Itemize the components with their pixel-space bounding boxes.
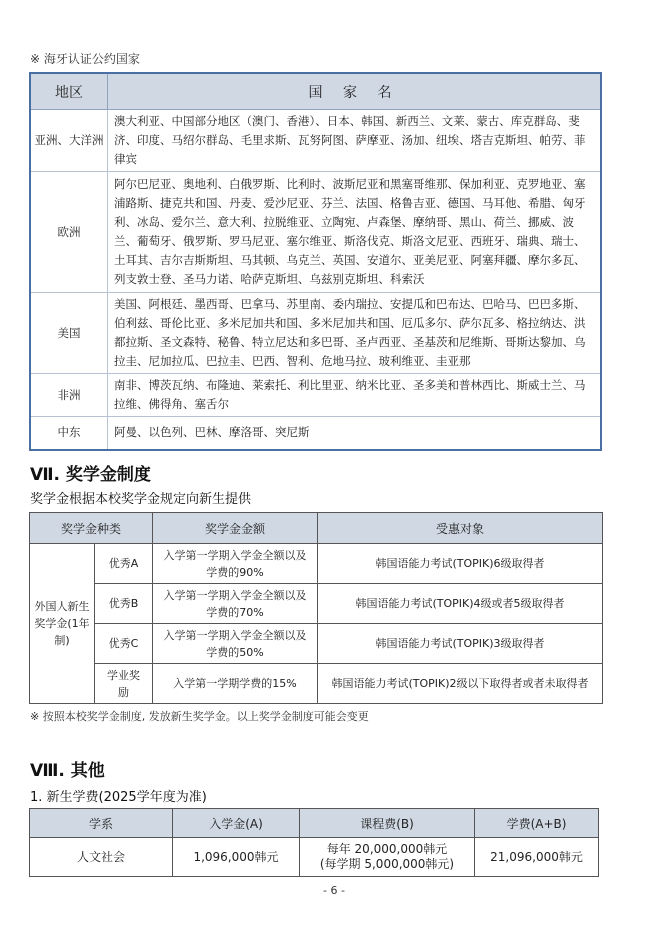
sch-amount-cell: 入学第一学期学费的15% [153,664,318,704]
scholarship-subtitle: 奖学金根据本校奖学金规定向新生提供 [30,492,252,507]
sch-target-cell: 韩国语能力考试(TOPIK)3级取得者 [318,624,603,664]
countries-cell: 美国、阿根廷、墨西哥、巴拿马、苏里南、委内瑞拉、安提瓜和巴布达、巴哈马、巴巴多斯、伯利兹、哥伦比亚、多米尼加共和国、多米尼加共和国、厄瓜多尔、萨尔瓦多、格拉纳达、洪都拉斯、圣文森特、秘鲁、特立尼达和多巴哥、圣卢西亚、圣基茨和尼维斯、哥斯达黎加、乌拉圭、尼加拉瓜、巴拉圭、巴西、智利、危地马拉、玻利维亚、圭亚那 [108,293,602,374]
country-table [29,72,602,451]
course-fee-semester: (每学期 5,000,000韩元) [319,857,455,871]
scholarship-table [29,512,603,704]
table-row [30,664,603,704]
country-header: 国 家 名 [108,73,602,110]
sch-amount-header: 奖学金金额 [153,513,318,544]
sch-type-cell: 优秀A [95,544,153,584]
table-row [30,584,603,624]
table-row [30,417,601,450]
scholarship-table-header [30,513,603,544]
dept-cell: 人文社会 [30,838,173,877]
tuition-subtitle: 1. 新生学费(2025学年度为准) [30,790,207,805]
sch-type-cell: 优秀B [95,584,153,624]
table-row [30,838,599,877]
sch-category-cell: 外国人新生奖学金(1年制) [30,544,95,704]
region-cell: 亚洲、大洋洲 [30,110,108,172]
admission-cell: 1,096,000韩元 [173,838,300,877]
countries-cell: 南非、博茨瓦纳、布隆迪、莱索托、利比里亚、纳米比亚、圣多美和普林西比、斯威士兰、马拉维、佛得角、塞舌尔 [108,374,602,417]
dept-header: 学系 [30,809,173,838]
countries-cell: 阿尔巴尼亚、奥地利、白俄罗斯、比利时、波斯尼亚和黑塞哥维那、保加利亚、克罗地亚、塞浦路斯、捷克共和国、丹麦、爱沙尼亚、芬兰、法国、格鲁吉亚、德国、马耳他、希腊、匈牙利、冰岛、爱尔兰、意大利、拉脱维亚、立陶宛、卢森堡、摩纳哥、黑山、荷兰、挪威、波兰、葡萄牙、俄罗斯、罗马尼亚、塞尔维亚、斯洛伐克、斯洛文尼亚、西班牙、瑞典、瑞士、土耳其、吉尔吉斯斯坦、马其顿、乌克兰、英国、安道尔、亚美尼亚、阿塞拜疆、摩尔多瓦、列支敦士登、圣马力诺、哈萨克斯坦、乌兹别克斯坦、科索沃 [108,172,602,293]
table-row [30,374,601,417]
sch-target-header: 受惠对象 [318,513,603,544]
scholarship-section-title: Ⅶ. 奖学金制度 [30,465,151,485]
sch-target-cell: 韩国语能力考试(TOPIK)4级或者5级取得者 [318,584,603,624]
region-cell: 非洲 [30,374,108,417]
tuition-table [29,808,599,877]
page-number: - 6 - [323,884,345,897]
sch-amount-cell: 入学第一学期入学金全额以及学费的70% [153,584,318,624]
table-row [30,624,603,664]
countries-cell: 澳大利亚、中国部分地区（澳门、香港）、日本、韩国、新西兰、文莱、蒙古、库克群岛、斐济、印度、马绍尔群岛、毛里求斯、瓦努阿图、萨摩亚、汤加、纽埃、塔吉克斯坦、帕劳、菲律宾 [108,110,602,172]
region-header: 地区 [30,73,108,110]
hague-note: ※ 海牙认证公约国家 [30,52,140,66]
sch-type-cell: 学业奖励 [95,664,153,704]
scholarship-note: ※ 按照本校奖学金制度, 发放新生奖学金。以上奖学金制度可能会变更 [30,710,369,723]
course-cell [300,838,475,877]
course-fee-annual: 每年 20,000,000韩元 [326,842,448,856]
admission-header: 入学金(A) [173,809,300,838]
table-row [30,544,603,584]
other-section-title: Ⅷ. 其他 [30,761,105,781]
region-cell: 欧洲 [30,172,108,293]
country-table-header [30,73,601,110]
sch-target-cell: 韩国语能力考试(TOPIK)2级以下取得者或者未取得者 [318,664,603,704]
sch-type-cell: 优秀C [95,624,153,664]
table-row [30,110,601,172]
total-cell: 21,096,000韩元 [475,838,599,877]
sch-amount-cell: 入学第一学期入学金全额以及学费的50% [153,624,318,664]
table-row [30,172,601,293]
course-header: 课程费(B) [300,809,475,838]
sch-target-cell: 韩国语能力考试(TOPIK)6级取得者 [318,544,603,584]
total-header: 学费(A+B) [475,809,599,838]
region-cell: 中东 [30,417,108,450]
table-row [30,293,601,374]
countries-cell: 阿曼、以色列、巴林、摩洛哥、突尼斯 [108,417,602,450]
sch-amount-cell: 入学第一学期入学金全额以及学费的90% [153,544,318,584]
sch-type-header: 奖学金种类 [30,513,153,544]
tuition-table-header [30,809,599,838]
region-cell: 美国 [30,293,108,374]
